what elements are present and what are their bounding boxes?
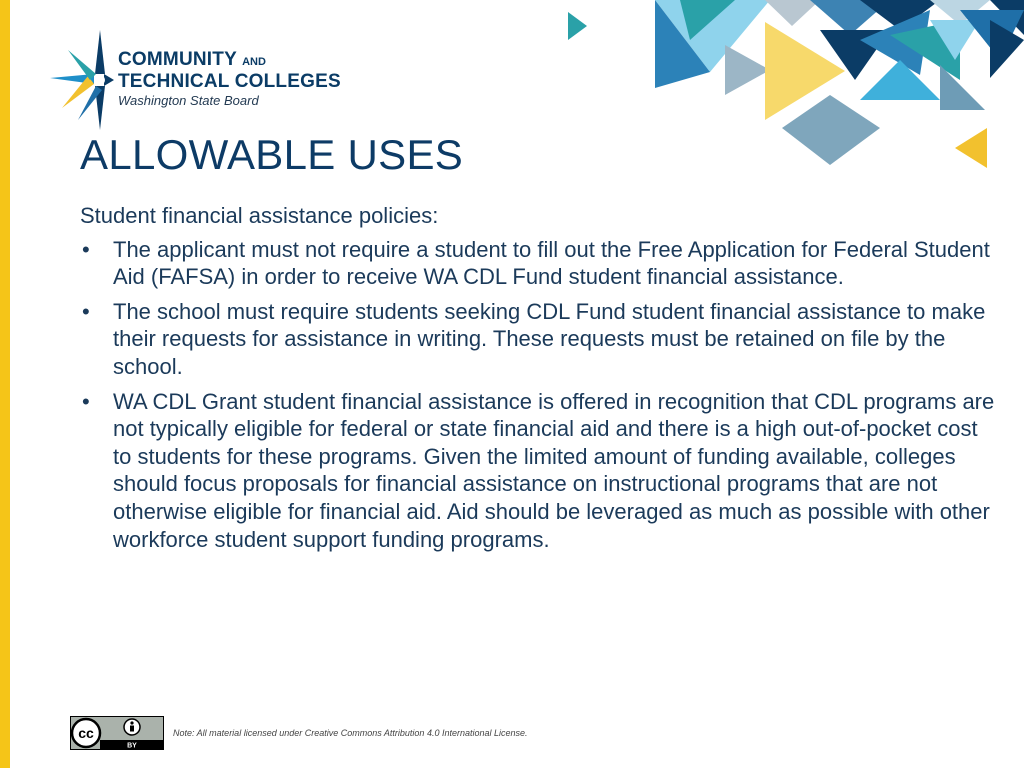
license-note: Note: All material licensed under Creative Commons Attribution 4.0 International License. [173,728,528,738]
decorative-triangles [560,0,1024,170]
bullet-text: WA CDL Grant student financial assistance is offered in recognition that CDL programs are not typically eligible for federal or state financial aid and there is a high out-of-pocket cost to students for these programs. Given the limited amount of funding available, colleges should focus proposals for financial assistance on instructional programs that are not otherwise eligible for financial aid. Aid should be leveraged as much as possible with other workforce student support funding programs. [113,388,995,552]
left-accent-bar [0,0,10,768]
deco-triangle [955,128,987,168]
cc-badge-label: cc [78,725,94,741]
bullet-text: The school must require students seeking CDL Fund student financial assistance to make their requests for assistance in writing. These requests must be retained on file by the school. [113,298,986,379]
bullet-item [80,298,1000,381]
bullet-item [80,388,1000,554]
bullet-icon: • [82,236,90,262]
deco-triangle [765,0,820,26]
deco-triangle [568,12,587,40]
creative-commons-by-icon[interactable] [70,716,164,750]
deco-triangle [940,65,985,110]
logo-line-community: COMMUNITY AND [118,49,266,70]
logo-and: AND [242,56,266,68]
deco-triangle [860,60,940,100]
page-title: ALLOWABLE USES [80,131,464,178]
logo-line-technical-colleges: TECHNICAL COLLEGES [118,71,341,92]
by-badge-label: BY [127,742,137,750]
deco-diamond [782,95,880,165]
college-board-logo [48,28,348,132]
logo-line-state-board: Washington State Board [118,93,259,108]
bullet-icon: • [82,388,90,414]
slide-content [80,202,1000,560]
bullet-text: The applicant must not require a student to fill out the Free Application for Federal Student Aid (FAFSA) in order to receive WA CDL Fund student financial assistance. [113,236,990,290]
bullet-icon: • [82,298,90,324]
subheading: Student financial assistance policies: [80,203,439,228]
deco-triangle [725,45,770,95]
bullet-item [80,236,1000,291]
bullet-list [80,236,1000,554]
star-burst-icon [48,28,118,132]
